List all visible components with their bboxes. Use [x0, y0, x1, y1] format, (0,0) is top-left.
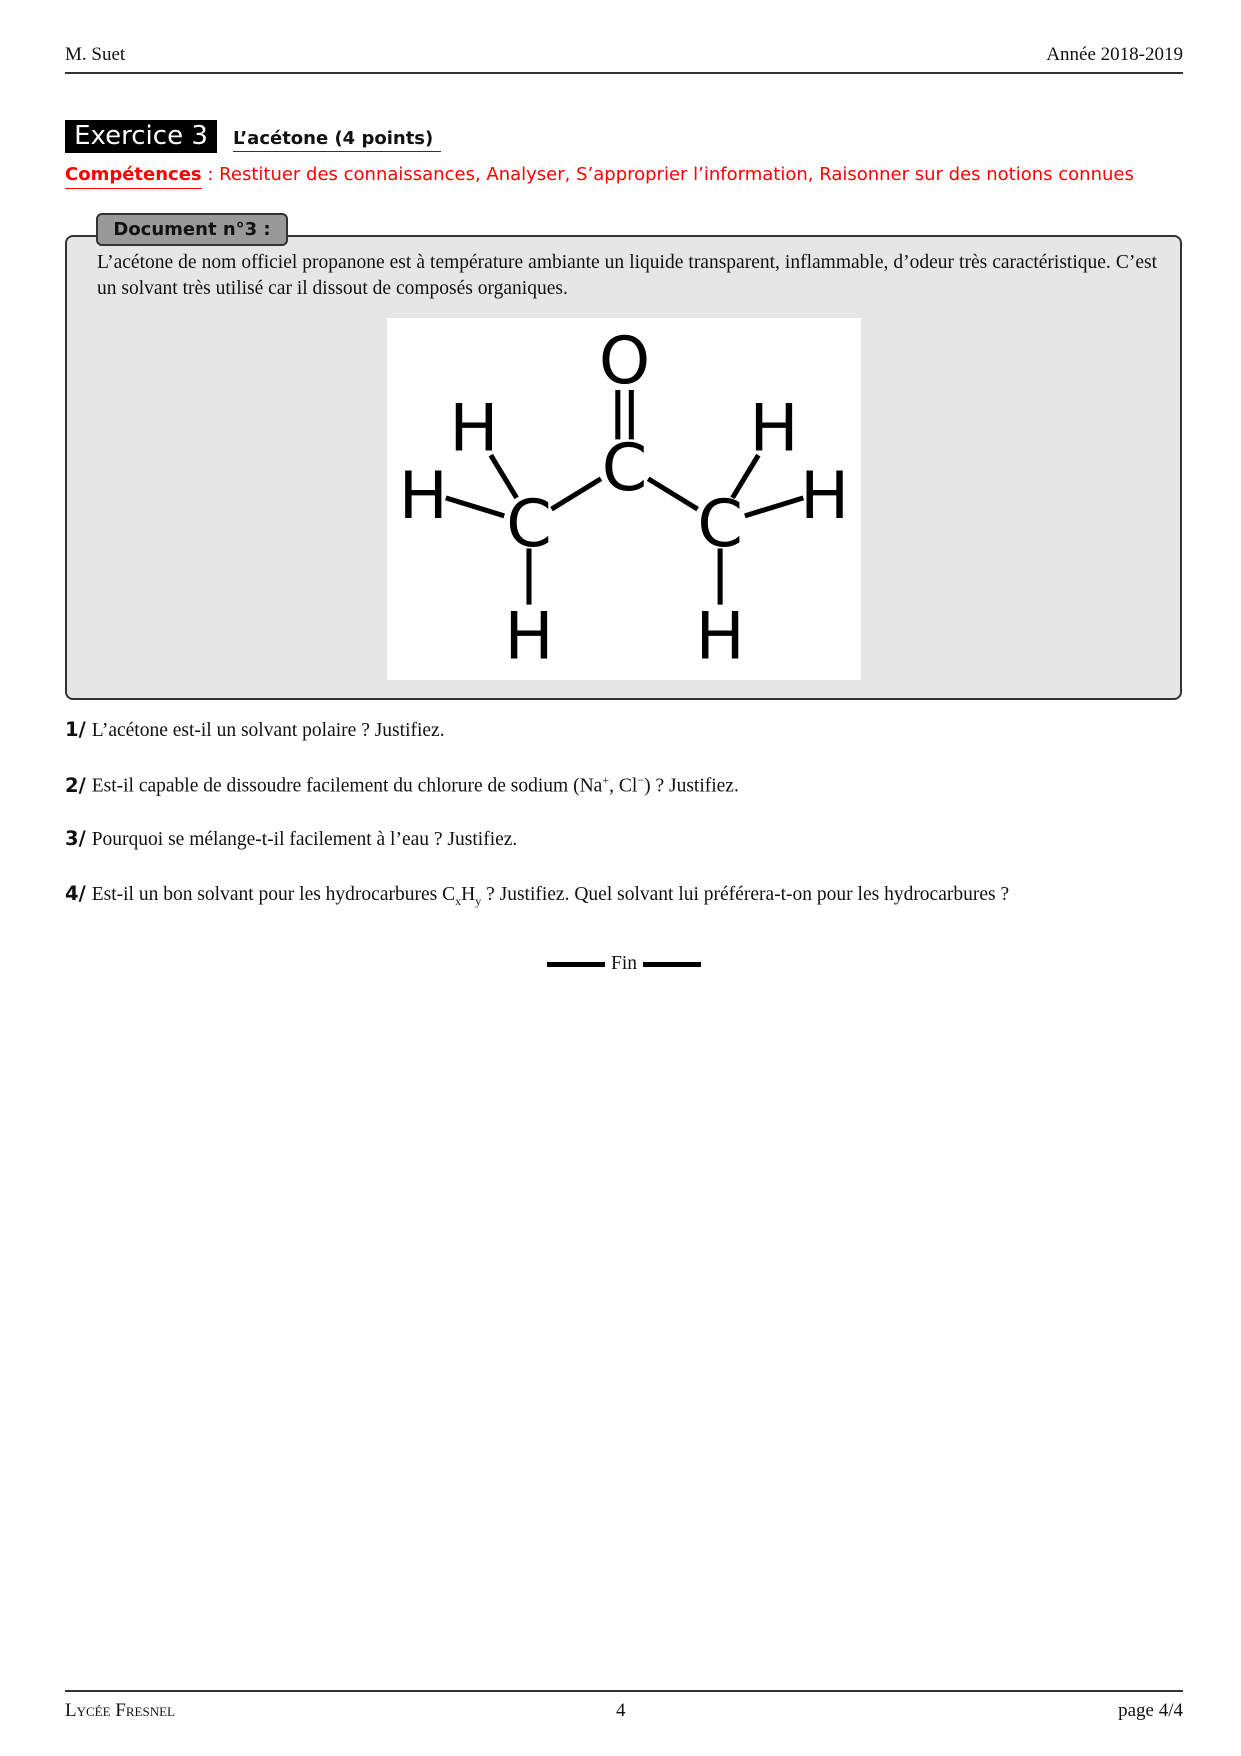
atom-hydrogen: H [504, 598, 554, 675]
footer-page-number: 4 [616, 1700, 626, 1721]
atom-carbon-center: C [601, 430, 648, 507]
question-text: , Cl [609, 775, 638, 797]
footer-rule [65, 1690, 1183, 1692]
header-author: M. Suet [65, 44, 126, 65]
end-marker [542, 953, 706, 975]
atom-carbon-left: C [506, 486, 552, 563]
bond-h-left [446, 498, 504, 516]
end-bar-right [643, 962, 701, 967]
question-text: L’acétone est-il un solvant polaire ? Justifiez. [91, 720, 445, 741]
question-number: 4/ [65, 882, 86, 905]
bond-h-right [745, 498, 803, 516]
subscript-y: y [475, 893, 482, 908]
acetone-molecule-svg [387, 318, 861, 680]
question-2 [65, 773, 739, 798]
bond-c-c-right [648, 479, 697, 509]
competences [65, 164, 1134, 185]
atom-carbon-right: C [697, 486, 743, 563]
document-text: L’acétone de nom officiel propanone est à température ambiante un liquide transparent, inflammable, d’odeur très caractéristique. C’est un solvant très utilisé car il dissout de composés organiques. [97, 252, 1157, 299]
question-text: H [461, 884, 476, 905]
document-tab: Document n°3 : [96, 213, 288, 246]
charge-plus: + [602, 773, 610, 787]
atom-hydrogen: H [398, 458, 448, 535]
question-number: 2/ [65, 773, 86, 797]
acetone-structure-image [387, 318, 861, 680]
atom-hydrogen: H [749, 390, 799, 467]
exercise-label: Exercice 3 [65, 120, 217, 153]
question-3 [65, 827, 517, 851]
question-number: 3/ [65, 827, 86, 850]
header-year: Année 2018-2019 [1046, 44, 1183, 65]
atom-hydrogen: H [695, 598, 745, 675]
question-1 [65, 718, 445, 742]
atom-oxygen: O [598, 323, 651, 400]
atom-hydrogen: H [449, 390, 499, 467]
competences-separator: : [201, 164, 220, 185]
question-text: Est-il capable de dissoudre facilement du chlorure de sodium (Na [91, 775, 603, 797]
question-text: ? Justifiez. Quel solvant lui préférera-t-on pour les hydrocarbures ? [481, 884, 1010, 905]
competences-text: Restituer des connaissances, Analyser, S’approprier l’information, Raisonner sur des notions connues [219, 164, 1134, 185]
competences-label: Compétences [65, 164, 202, 189]
bond-c-c-left [551, 479, 600, 509]
footer-page-count: page 4/4 [1118, 1700, 1183, 1721]
footer-school: Lycée Fresnel [65, 1700, 175, 1721]
end-bar-left [547, 962, 605, 967]
question-text: Pourquoi se mélange-t-il facilement à l’eau ? Justifiez. [91, 829, 518, 850]
exercise-title: L’acétone (4 points) [233, 128, 441, 152]
subscript-x: x [455, 893, 462, 908]
header-rule [65, 72, 1183, 74]
charge-minus: − [637, 773, 645, 787]
end-text: Fin [610, 953, 637, 974]
question-number: 1/ [65, 718, 86, 741]
atom-hydrogen: H [800, 458, 850, 535]
question-text: ) ? Justifiez. [644, 775, 739, 797]
question-text: Est-il un bon solvant pour les hydrocarbures C [91, 884, 456, 905]
question-4 [65, 882, 1009, 909]
